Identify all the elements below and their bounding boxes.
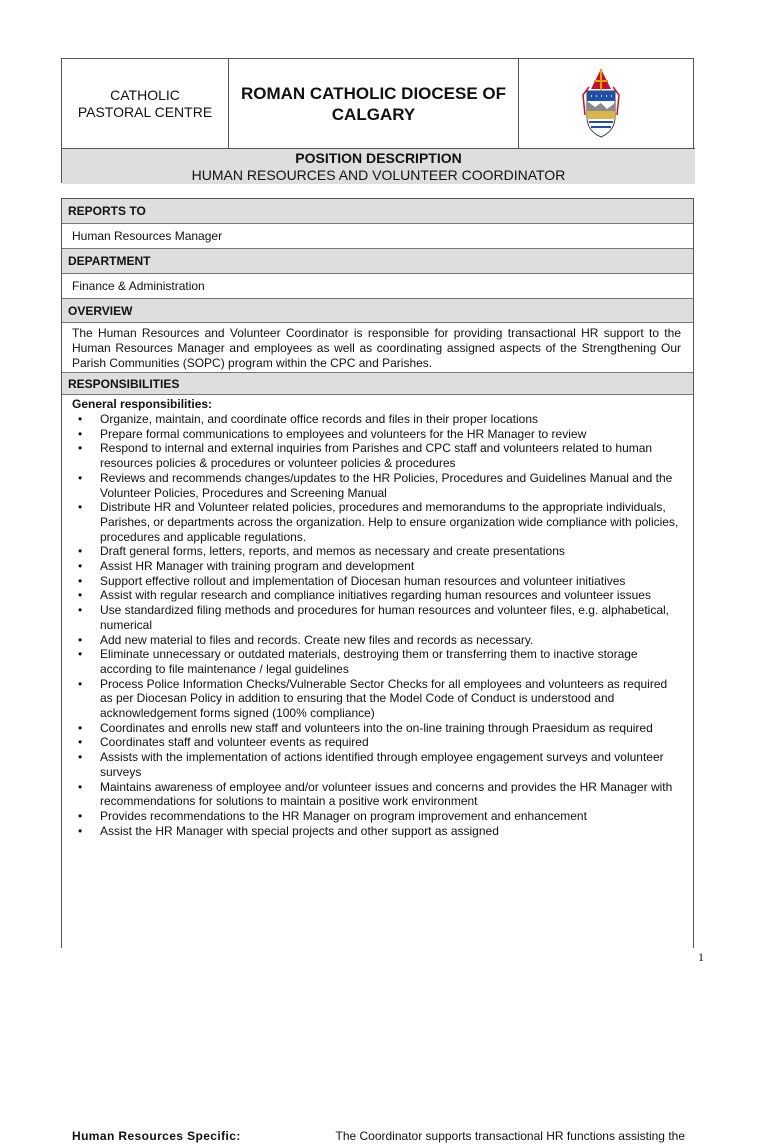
hr-specific-text: The Coordinator supports transactional HR functions assisting the: [335, 1129, 685, 1143]
diocese-crest-logo: [519, 59, 695, 148]
list-item: • Add new material to files and records. Create new files and records as necessary.: [100, 633, 683, 648]
list-item: • Coordinates staff and volunteer events as required: [100, 735, 683, 750]
organization-name: [62, 59, 229, 148]
general-responsibilities-title: General responsibilities:: [72, 397, 213, 411]
diocese-title-line-1: ROMAN CATHOLIC DIOCESE OF: [240, 84, 507, 103]
list-item: • Maintains awareness of employee and/or volunteer issues and concerns and provides the HR Manager with recommendations for solutions to maintain a positive work environment: [100, 780, 683, 809]
crest-icon: [519, 59, 695, 148]
header-block: [61, 58, 694, 183]
list-item: • Respond to internal and external inquiries from Parishes and CPC staff and volunteers related to human resources policies & procedures or volunteer policies & procedures: [100, 441, 683, 470]
responsibilities-label: RESPONSIBILITIES: [62, 373, 693, 395]
hr-specific-line: [72, 1129, 685, 1144]
position-details-table: [61, 198, 694, 1143]
list-item: • Provides recommendations to the HR Manager on program improvement and enhancement: [100, 809, 683, 824]
page-number: 1: [698, 950, 704, 964]
diocese-title-line-2: CALGARY: [331, 105, 416, 124]
position-title: HUMAN RESOURCES AND VOLUNTEER COORDINATOR: [191, 167, 566, 183]
position-heading: [62, 148, 695, 184]
list-item: • Use standardized filing methods and procedures for human resources and volunteer files, e.g. alphabetical, numerical: [100, 603, 683, 632]
list-item: • Assist HR Manager with training program and development: [100, 559, 683, 574]
list-item: • Reviews and recommends changes/updates to the HR Policies, Procedures and Guidelines Manual and the Volunteer Policies, Procedures and Screening Manual: [100, 471, 683, 500]
document-type: POSITION DESCRIPTION: [295, 150, 462, 166]
list-item: • Organize, maintain, and coordinate office records and files in their proper locations: [100, 412, 683, 427]
list-item: • Eliminate unnecessary or outdated materials, destroying them or transferring them to inactive storage according to file maintenance / legal guidelines: [100, 647, 683, 676]
department-value: Finance & Administration: [62, 274, 693, 299]
list-item: • Assist with regular research and compliance initiatives regarding human resources and volunteer issues: [100, 588, 683, 603]
org-line-2: PASTORAL CENTRE: [77, 103, 213, 120]
list-item: • Coordinates and enrolls new staff and volunteers into the on-line training through Praesidum as required: [100, 721, 683, 736]
department-label: DEPARTMENT: [62, 249, 693, 274]
reports-to-value: Human Resources Manager: [62, 224, 693, 249]
responsibilities-section: [62, 395, 693, 1143]
list-item: • Support effective rollout and implementation of Diocesan human resources and volunteer initiatives: [100, 574, 683, 589]
diocese-title: [229, 59, 519, 148]
list-item: • Distribute HR and Volunteer related policies, procedures and memorandums to the appropriate individuals, Parishes, or departments across the organization. Help to ensure organization wide compliance with policies, procedures and applicable regulations.: [100, 500, 683, 544]
reports-to-label: REPORTS TO: [62, 199, 693, 224]
list-item: • Assist the HR Manager with special projects and other support as assigned: [100, 824, 683, 839]
list-item: • Prepare formal communications to employees and volunteers for the HR Manager to review: [100, 427, 683, 442]
overview-section: [62, 323, 693, 373]
list-item: • Draft general forms, letters, reports, and memos as necessary and create presentations: [100, 544, 683, 559]
hr-specific-label: Human Resources Specific:: [72, 1129, 241, 1143]
list-item: • Process Police Information Checks/Vulnerable Sector Checks for all employees and volunteers as required as per Diocesan Policy in addition to ensuring that the Model Code of Conduct is understood and acknowledgement forms signed (100% compliance): [100, 677, 683, 721]
org-line-1: CATHOLIC: [110, 86, 180, 103]
general-responsibilities-list: [72, 412, 693, 838]
overview-text: The Human Resources and Volunteer Coordinator is responsible for providing transactional HR support to the Human Resources Manager and employees as well as coordinating assigned aspects of the Strengthening Our Parish Communities (SOPC) program within the CPC and Parishes.: [72, 326, 681, 370]
list-item: • Assists with the implementation of actions identified through employee engagement surveys and volunteer surveys: [100, 750, 683, 779]
overview-label: OVERVIEW: [62, 299, 693, 323]
